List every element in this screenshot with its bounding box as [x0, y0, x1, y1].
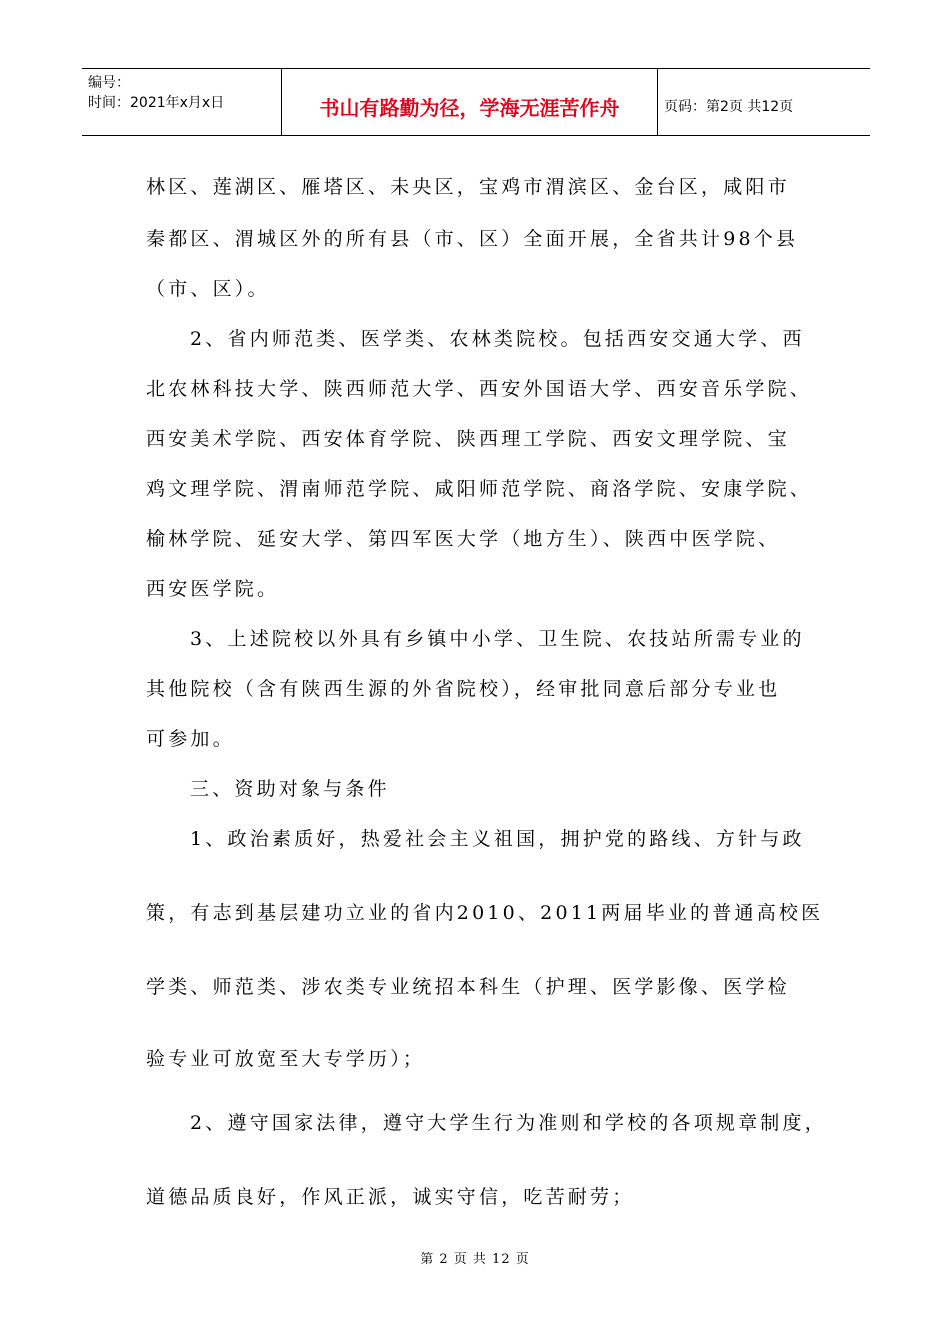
body-line: 可参加。	[146, 728, 235, 750]
document-header	[82, 68, 870, 136]
header-meta	[82, 69, 282, 135]
body-line: 策，有志到基层建功立业的省内2010、2011两届毕业的普通高校医	[146, 902, 824, 924]
body-line: 其他院校（含有陕西生源的外省院校），经审批同意后部分专业也	[146, 678, 781, 700]
document-number-label: 编号：	[88, 75, 130, 91]
body-line: 道德品质良好，作风正派，诚实守信，吃苦耐劳；	[146, 1186, 635, 1208]
body-line: 3、上述院校以外具有乡镇中小学、卫生院、农技站所需专业的	[190, 628, 805, 650]
body-line: 西安美术学院、西安体育学院、陕西理工学院、西安文理学院、宝	[146, 428, 790, 450]
body-line: 鸡文理学院、渭南师范学院、咸阳师范学院、商洛学院、安康学院、	[146, 478, 813, 500]
body-line: （市、区）。	[146, 278, 270, 300]
header-page-info: 页码：第2页 共12页	[664, 99, 794, 115]
body-line: 榆林学院、延安大学、第四军医大学（地方生）、陕西中医学院、	[146, 528, 781, 550]
body-line: 验专业可放宽至大专学历）；	[146, 1048, 426, 1070]
section-heading: 三、资助对象与条件	[190, 778, 390, 800]
body-line: 2、省内师范类、医学类、农林类院校。包括西安交通大学、西	[190, 328, 805, 350]
body-line: 西安医学院。	[146, 578, 280, 600]
body-line: 林区、莲湖区、雁塔区、未央区，宝鸡市渭滨区、金台区，咸阳市	[146, 176, 790, 198]
body-line: 2、遵守国家法律，遵守大学生行为准则和学校的各项规章制度，	[190, 1112, 827, 1134]
header-motto: 书山有路勤为径，学海无涯苦作舟	[319, 95, 620, 120]
document-date: 时间：2021年x月x日	[88, 95, 225, 111]
header-motto-cell	[282, 69, 658, 135]
body-line: 北农林科技大学、陕西师范大学、西安外国语大学、西安音乐学院、	[146, 378, 813, 400]
header-page-info-cell	[658, 69, 870, 135]
body-line: 秦都区、渭城区外的所有县（市、区）全面开展，全省共计98个县	[146, 228, 799, 250]
page-footer: 第 2 页 共 12 页	[420, 1252, 530, 1267]
body-line: 1、政治素质好，热爱社会主义祖国，拥护党的路线、方针与政	[190, 828, 805, 850]
body-line: 学类、师范类、涉农类专业统招本科生（护理、医学影像、医学检	[146, 976, 790, 998]
